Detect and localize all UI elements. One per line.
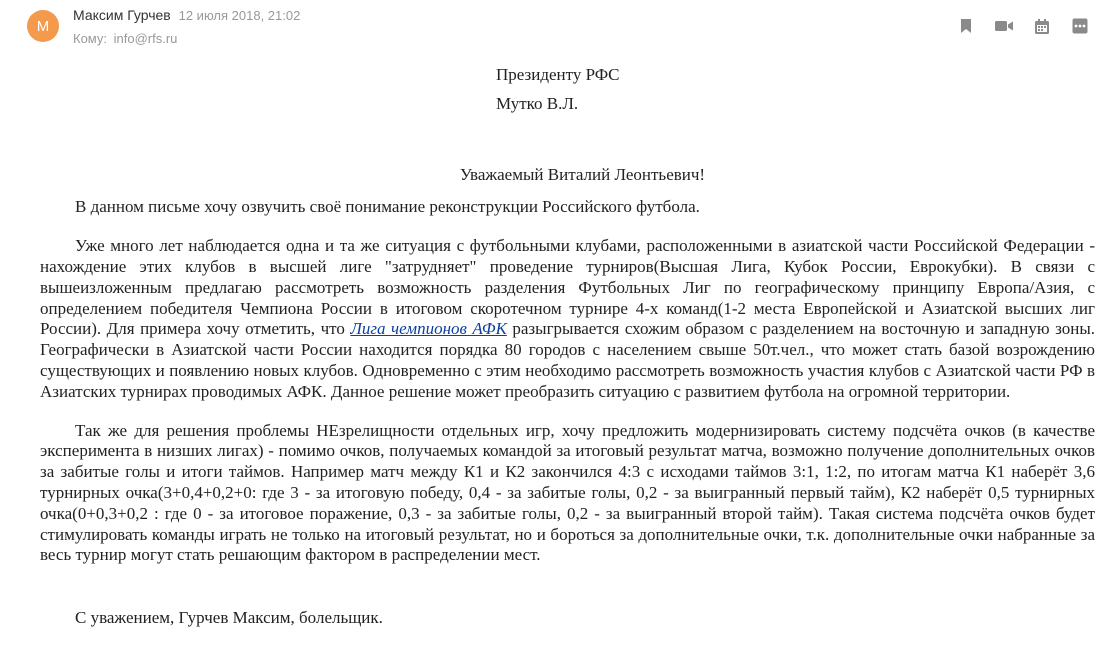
video-call-button[interactable]: [985, 15, 1023, 37]
message-header: [0, 0, 1117, 56]
paragraph-leagues-text-2: разыгрывается схожим образом с разделением на восточную и западную зоны. Географически в Азиатской части России находится порядка 80 городов с населением свыше 50т.чел., что может стать базой возрождению существующих и появлению новых клубов. Одновременно с этим необходимо рассмотреть возможность участия клубов с Азиатской части РФ в Азиатских турнирах проводимых АФК. Данное решение может преобразить ситуацию с развитием футбола на огромной территории.: [40, 319, 1095, 401]
bookmark-button[interactable]: [947, 15, 985, 37]
sender-avatar[interactable]: М: [27, 10, 59, 42]
paragraph-leagues: [40, 236, 1095, 402]
message-date: 12 июля 2018, 21:02: [178, 8, 301, 23]
sender-line: [73, 7, 300, 23]
greeting: Уважаемый Виталий Леонтьевич!: [459, 164, 706, 184]
more-icon: [1072, 18, 1088, 34]
recipient-line: [73, 31, 177, 46]
more-actions-button[interactable]: [1061, 15, 1099, 37]
addressee-name: Мутко В.Л.: [496, 93, 579, 113]
bookmark-icon: [960, 18, 972, 34]
afc-champions-league-link[interactable]: Лига чемпионов АФК: [350, 319, 507, 339]
addressee-title: Президенту РФС: [496, 65, 620, 84]
calendar-button[interactable]: [1023, 15, 1061, 37]
signature: С уважением, Гурчев Максим, болельщик.: [75, 608, 383, 628]
video-icon: [994, 19, 1014, 33]
message-body: [40, 60, 1095, 629]
calendar-icon: [1034, 18, 1050, 35]
intro-paragraph: В данном письме хочу озвучить своё понимание реконструкции Российского футбола.: [75, 197, 700, 217]
paragraph-scoring: Так же для решения проблемы НЕзрелищности отдельных игр, хочу предложить модернизировать систему подсчёта очков (в качестве эксперимента в низших лигах) - помимо очков, получаемых командой за итоговый результат матча, возможно получение дополнительных очков за забитые голы и итоги таймов. Например матч между К1 и К2 закончился 4:3 с исходами таймов 3:1, 1:2, по итогам матча К1 наберёт 3,6 турнирных очка(3+0,4+0,2+0: где 3 - за итоговую победу, 0,4 - за забитые голы, 0,2 - за выигранный первый тайм), К2 наберёт 0,5 турнирных очка(0+0,3+0,2 : где 0 - за итоговое поражение, 0,3 - за забитые голы, 0,2 - за выигранный второй тайм). Такая система подсчёта очков будет стимулировать команды играть не только на итоговый результат, но и бороться за дополнительные очки, т.к. дополнительные очки набранные за весь турнир могут стать решающим фактором в распределении мест.: [40, 420, 1095, 565]
to-label: Кому:: [73, 31, 107, 46]
sender-name[interactable]: Максим Гурчев: [73, 7, 171, 23]
recipient-address[interactable]: info@rfs.ru: [113, 31, 178, 46]
paragraph-leagues-text-1: Уже много лет наблюдается одна и та же ситуация с футбольными клубами, расположенными в азиатской части Российской Федерации - нахождение этих клубов в высшей лиге "затрудняет" проведение турниров(Высшая Лига, Кубок России, Еврокубки). В связи с вышеизложенным предлагаю рассмотреть возможность разделения Футбольных Лиг по географическому принципу Европа/Азия, с определением победителя Чемпиона России в итоговом скоротечном турнире 4-х команд(1-2 места Европейской и Азиатской высших лиг России). Для примера хочу отметить, что: [40, 236, 1095, 339]
message-toolbar: [947, 15, 1099, 37]
